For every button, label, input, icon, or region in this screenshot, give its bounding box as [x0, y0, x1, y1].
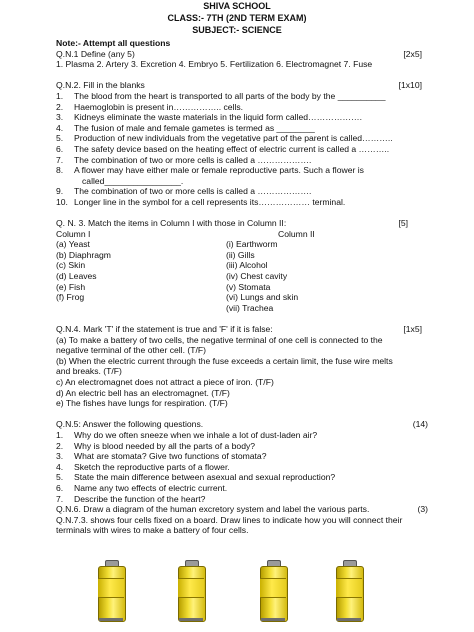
list-item: called________________.	[82, 175, 184, 186]
q4-line: negative terminal of the other cell. (T/F)	[56, 345, 206, 356]
list-item: 6. The safety device based on the heating effect of electric current is called a ………..	[56, 143, 390, 154]
match-row: (e) Fish (v) Stomata	[56, 281, 271, 292]
q5-title: Q.N.5: Answer the following questions.	[56, 419, 204, 430]
list-item: 4. Sketch the reproductive parts of a flower.	[56, 461, 230, 472]
q4-line: (b) When the electric current through the fuse exceeds a certain limit, the fuse wire melts	[56, 355, 393, 366]
spacer	[56, 208, 422, 219]
column-2-header: Column II	[278, 228, 315, 239]
list-item: 3. Kidneys eliminate the waste materials in the liquid form called……………….	[56, 112, 363, 123]
match-row: (b) Diaphragm (ii) Gills	[56, 249, 255, 260]
list-item: 9. The combination of two or more cells is called a ……………….	[56, 186, 312, 197]
q2-list	[56, 91, 422, 208]
spacer	[56, 70, 422, 81]
q6-marks: (3)	[417, 504, 428, 515]
list-item: 8. A flower may have either male or female reproductive parts. Such a flower is	[56, 165, 364, 176]
q4-marks: [1x5]	[403, 324, 422, 335]
q3-marks: [5]	[398, 218, 408, 229]
q3-match-table	[56, 229, 422, 314]
list-item: 4. The fusion of male and female gametes is termed as ________	[56, 122, 315, 133]
q7-line-2: terminals with wires to make a battery of four cells.	[56, 525, 249, 536]
q4-line: d) An electric bell has an electromagnet. (T/F)	[56, 387, 230, 398]
q3-title: Q. N. 3. Match the items in Column I with those in Column II:	[56, 218, 287, 229]
q1-items: 1. Plasma 2. Artery 3. Excretion 4. Embryo 5. Fertilization 6. Electromagnet 7. Fuse	[56, 59, 373, 70]
subject-line: SUBJECT:- SCIENCE	[192, 25, 282, 35]
match-row: (c) Skin (iii) Alcohol	[56, 260, 268, 271]
match-row: (f) Frog (vi) Lungs and skin	[56, 292, 299, 303]
spacer	[56, 409, 422, 420]
list-item: 2. Why is blood needed by all the parts of a body?	[56, 440, 256, 451]
list-item: 1. Why do we often sneeze when we inhale a lot of dust-laden air?	[56, 429, 318, 440]
q7-line-1: Q.N.7.3. shows four cells fixed on a board. Draw lines to indicate how you will connect their	[56, 514, 403, 525]
match-row: (d) Leaves (iv) Chest cavity	[56, 271, 288, 282]
list-item: 3. What are stomata? Give two functions of stomata?	[56, 451, 267, 462]
exam-body	[56, 38, 428, 536]
q5-marks: (14)	[412, 419, 428, 430]
battery-cell-icon	[178, 560, 204, 622]
list-item: 5. State the main difference between asexual and sexual reproduction?	[56, 472, 336, 483]
q2-title: Q.N.2. Fill in the blanks	[56, 80, 145, 91]
list-item: 6. Name any two effects of electric current.	[56, 482, 228, 493]
q1-title: Q.N.1 Define (any 5)	[56, 48, 135, 59]
match-row: (a) Yeast (i) Earthworm	[56, 239, 278, 250]
spacer	[56, 313, 422, 324]
q2-title-row	[56, 80, 422, 91]
q4-line: c) An electromagnet does not attract a piece of iron. (T/F)	[56, 377, 274, 387]
exam-header	[0, 0, 474, 37]
q5-title-row	[56, 419, 428, 430]
battery-cell-icon	[98, 560, 124, 622]
q6-title-row	[56, 504, 428, 515]
exam-note: Note:- Attempt all questions	[56, 38, 171, 48]
list-item: 7. Describe the function of the heart?	[56, 493, 206, 504]
list-item: 5. Production of new individuals from the vegetative part of the parent is called………..	[56, 133, 393, 144]
q4-line: and breaks. (T/F)	[56, 366, 122, 377]
q4-title-row	[56, 324, 422, 335]
list-item: 2. Haemoglobin is present in…………….. cells.	[56, 101, 244, 112]
q4-line: e) The fishes have lungs for respiration. (T/F)	[56, 398, 228, 409]
school-name: SHIVA SCHOOL	[203, 1, 271, 11]
cells-on-board-figure	[38, 560, 398, 624]
q1-title-row	[56, 49, 422, 60]
q2-marks: [1x10]	[398, 80, 422, 91]
q1-marks: [2x5]	[403, 48, 422, 59]
q4-title: Q.N.4. Mark 'T' if the statement is true and 'F' if it is false:	[56, 324, 273, 335]
list-item: 7. The combination of two or more cells is called a ……………….	[56, 154, 312, 165]
q5-list	[56, 430, 422, 504]
list-item: 10. Longer line in the symbol for a cell represents its……………… terminal.	[56, 196, 346, 207]
battery-cell-icon	[336, 560, 362, 622]
class-line: CLASS:- 7TH (2ND TERM EXAM)	[167, 13, 307, 23]
column-1-header: Column I	[56, 228, 91, 239]
q4-line: (a) To make a battery of two cells, the negative terminal of one cell is connected to the	[56, 334, 383, 345]
q3-title-row	[56, 218, 422, 229]
list-item: 1. The blood from the heart is transported to all parts of the body by the __________	[56, 90, 386, 101]
match-row: (vii) Trachea	[226, 302, 274, 313]
q6-title: Q.N.6. Draw a diagram of the human excretory system and label the various parts.	[56, 504, 370, 515]
battery-cell-icon	[260, 560, 286, 622]
